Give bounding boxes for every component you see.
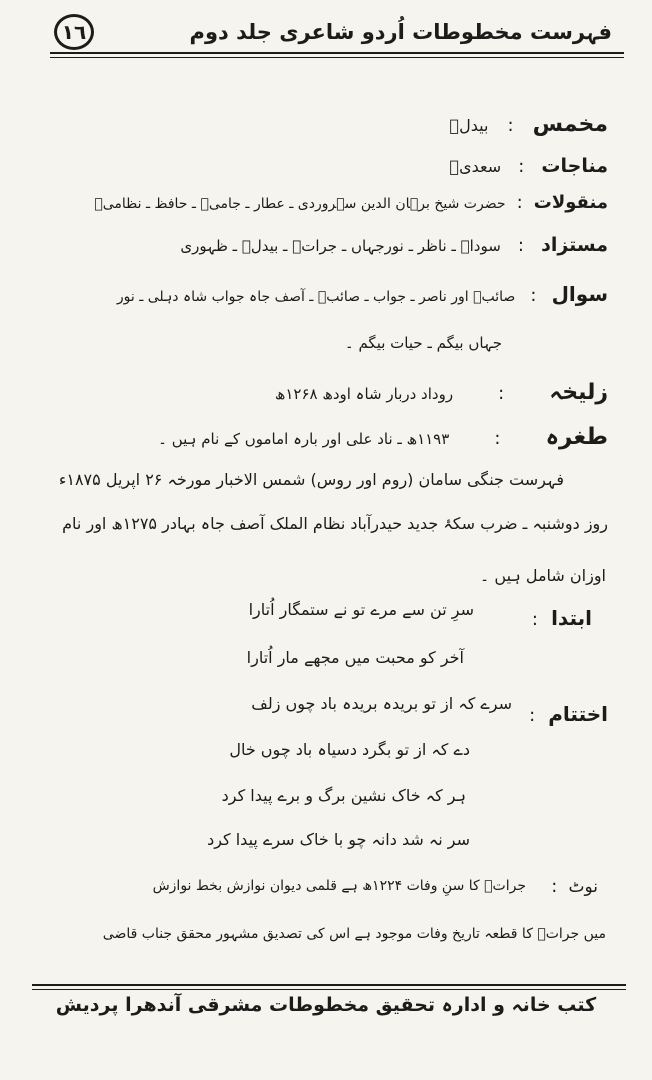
note-label-group [551, 876, 598, 897]
ikhtitam-verse-1: سرے کہ از تو بریدہ بریدہ باد چوں زلف [251, 694, 512, 713]
page-footer: کتب خانہ و ادارہ تحقیق مخطوطات مشرقی آندھرا پردیش [55, 994, 597, 1016]
entry-label: طغرہ [545, 424, 608, 450]
entry-value: صائبؔ اور ناصر ـ جواب ـ صائبؔ ـ آصف جاہ جواب شاہ دہلی ـ نور [116, 289, 516, 305]
header-rule [50, 52, 624, 54]
paragraph-line-1: فہرست جنگی سامان (روم اور روس) شمس الاخبار مورخہ ۲۶ اپریل ۱۸۷۵ء [58, 470, 564, 489]
entry-value: روداد دربار شاہ اودھ ۱۲۶۸ھ [274, 385, 454, 403]
header-rule-thin [50, 57, 624, 58]
entry-label: مستزاد [541, 234, 608, 256]
ibtida-label-group [532, 606, 592, 630]
entry-label: مناجات [541, 155, 608, 177]
entry-mukhammas [450, 112, 609, 137]
entry-value: حضرت شیخ برہان الدین سہروردی ـ عطار ـ جامیؔ ـ حافظ ـ نظامیؔ [94, 196, 506, 212]
entry-label: زلیخہ [549, 380, 608, 405]
entry-label: سوال [551, 282, 608, 306]
entry-colon: : [516, 192, 523, 213]
entry-value: سوداؔ ـ ناظر ـ نورجہاں ـ جراتؔ ـ بیدلؔ ـ ظہوری [180, 237, 501, 255]
entry-label: مخمس [532, 112, 608, 137]
entry-colon: : [530, 285, 537, 306]
ibtida-label: ابتدا [551, 606, 592, 630]
page-number: ١٦ [54, 14, 94, 50]
note-line-1: جراتؔ کا سنِ وفات ۱۲۲۴ھ ہے قلمی دیوان نوازش بخط نوازش [152, 878, 526, 894]
entry-munajat [450, 155, 609, 177]
entry-colon: : [518, 156, 525, 177]
ikhtitam-colon: : [529, 705, 536, 726]
paragraph-line-2: روز دوشنبہ ـ ضرب سکۂ جدید حیدرآباد نظام الملک آصف جاہ بہادر ۱۲۷۵ھ اور نام [62, 514, 608, 533]
entry-colon: : [517, 235, 524, 256]
entry-value: ۱۱۹۳ھ ـ ناد علی اور بارہ اماموں کے نام ہیں ۔ [158, 430, 450, 448]
entry-zulaikha [275, 380, 608, 405]
entry-value: سعدیؔ [449, 157, 502, 176]
entry-colon: : [507, 115, 514, 136]
ikhtitam-verse-3: ہر کہ خاک نشین برگ و برے پیدا کرد [221, 786, 466, 805]
running-head: فہرست مخطوطات اُردو شاعری جلد دوم [189, 20, 612, 44]
entry-colon: : [494, 428, 501, 449]
ibtida-verse-1: سرِ تن سے مرے تو نے ستمگار اُتارا [248, 600, 474, 619]
ibtida-colon: : [531, 609, 538, 630]
entry-value: بیدلؔ [449, 116, 489, 135]
ikhtitam-label-group [529, 702, 608, 726]
entry-manqulat [94, 192, 608, 213]
ikhtitam-label: اختتام [548, 702, 608, 726]
entry-label: منقولات [533, 192, 608, 213]
footer-rule [32, 984, 626, 986]
footer-rule-thin [32, 989, 626, 990]
note-colon: : [551, 876, 558, 897]
note-label: نوٹ [568, 877, 598, 897]
entry-mustazad [180, 234, 608, 256]
ibtida-verse-2: آخر کو محبت میں مجھے مار اُتارا [246, 648, 464, 667]
note-line-2: میں جراتؔ کا قطعہ تاریخ وفات موجود ہے اس کی تصدیق مشہور محقق جناب قاضی [102, 926, 606, 942]
ikhtitam-verse-2: دے کہ از تو بگرد دسیاہ باد چوں خال [229, 740, 470, 759]
paragraph-line-3: اوزان شامل ہیں ۔ [479, 566, 606, 585]
entry-sawal-continued: جہاں بیگم ـ حیات بیگم ۔ [344, 334, 502, 352]
ikhtitam-verse-4: سر نہ شد دانہ چو با خاک سرے پیدا کرد [207, 830, 470, 849]
entry-sawal [117, 282, 608, 306]
entry-colon: : [498, 383, 505, 404]
entry-tughra [158, 424, 608, 450]
